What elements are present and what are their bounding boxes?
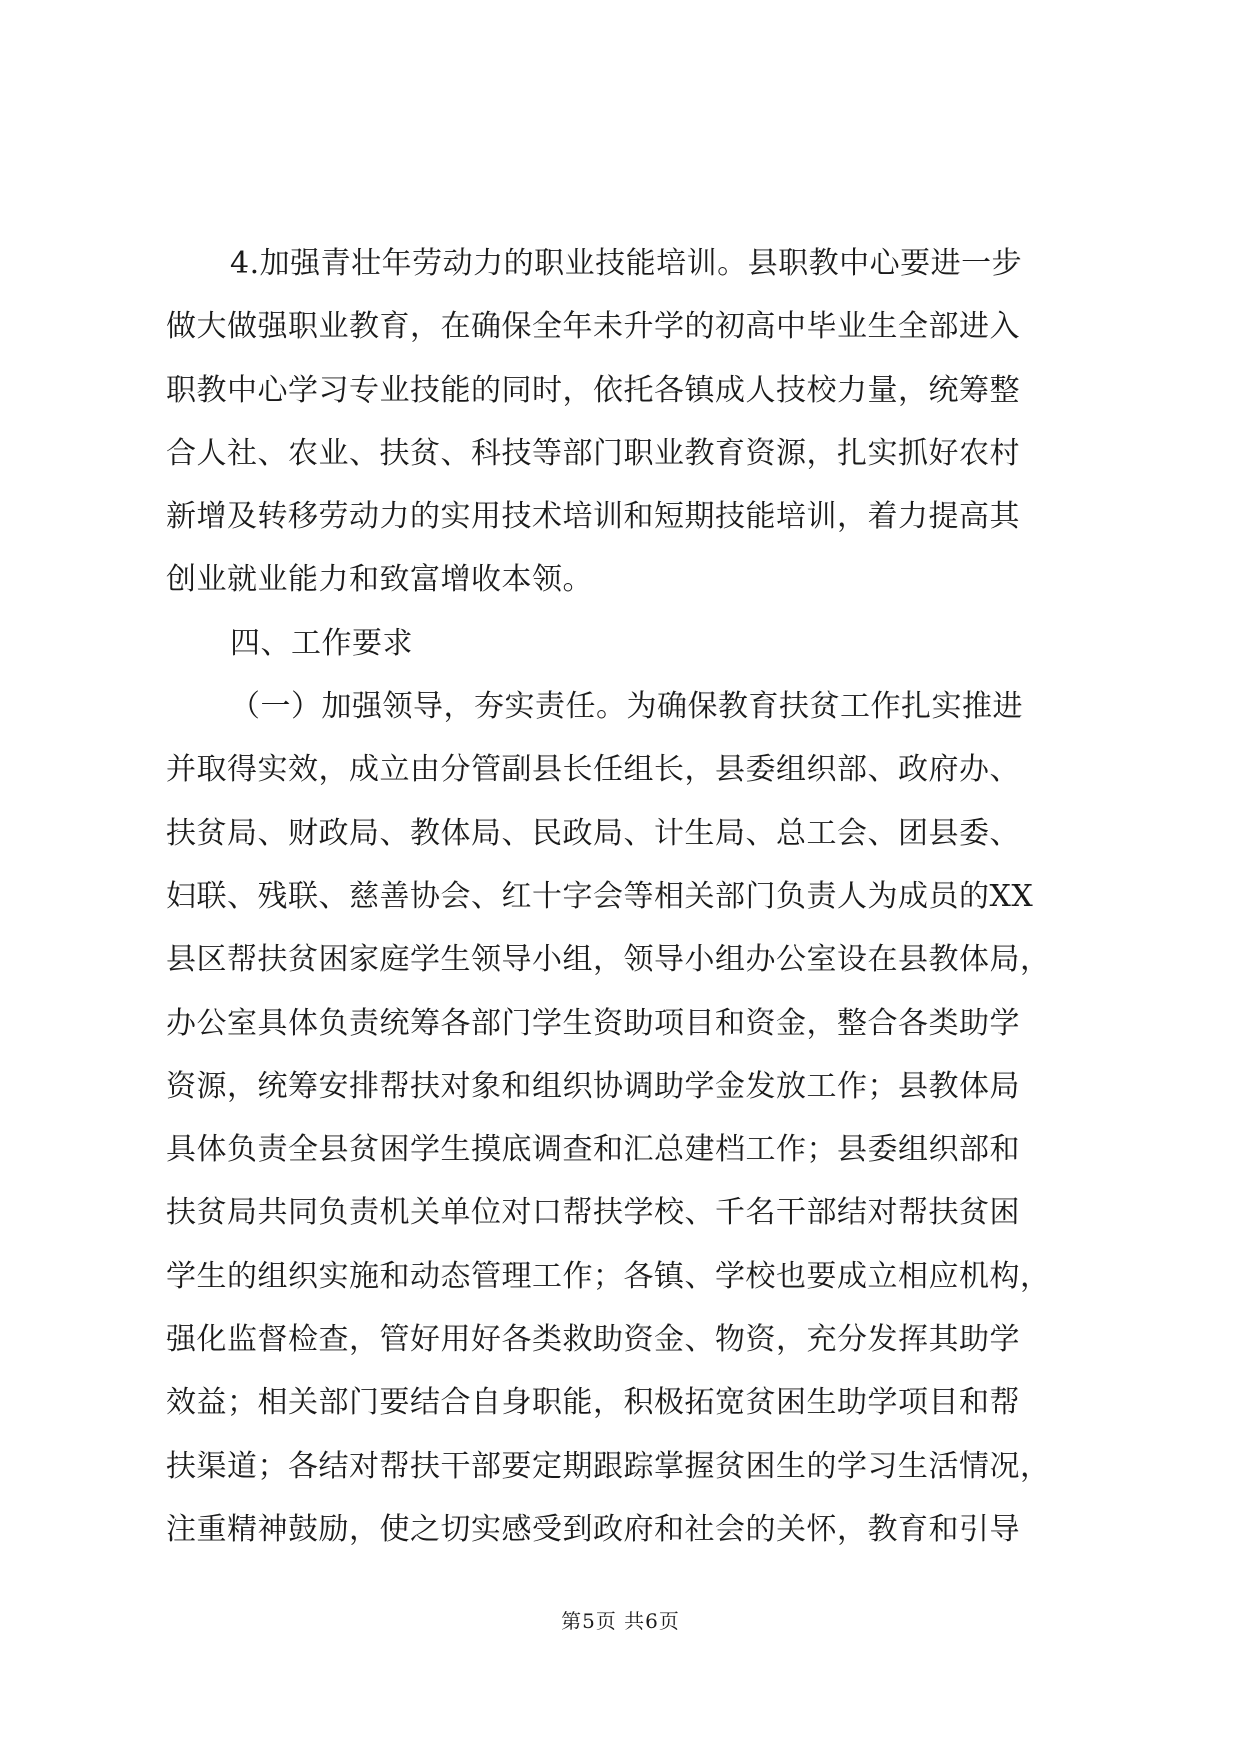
paragraph-line: 新增及转移劳动力的实用技术培训和短期技能培训，着力提高其 [166, 499, 1020, 535]
document-body [166, 232, 1086, 1561]
paragraph-line: 办公室具体负责统筹各部门学生资助项目和资金，整合各类助学 [166, 1005, 1020, 1041]
paragraph-line: 合人社、农业、扶贫、科技等部门职业教育资源，扎实抓好农村 [166, 435, 1020, 471]
paragraph-line: （一）加强领导，夯实责任。为确保教育扶贫工作扎实推进 [230, 689, 1023, 725]
paragraph-line: 4.加强青壮年劳动力的职业技能培训。县职教中心要进一步 [230, 246, 1023, 281]
paragraph-line: 学生的组织实施和动态管理工作；各镇、学校也要成立相应机构， [166, 1258, 1051, 1294]
paragraph-line: 创业就业能力和致富增收本领。 [166, 562, 593, 598]
page-number-footer: 第5页 共6页 [561, 1609, 680, 1633]
paragraph-line: 做大做强职业教育，在确保全年未升学的初高中毕业生全部进入 [166, 309, 1020, 345]
paragraph-line: 扶贫局、财政局、教体局、民政局、计生局、总工会、团县委、 [166, 815, 1020, 851]
paragraph-line: 效益；相关部门要结合自身职能，积极拓宽贫困生助学项目和帮 [166, 1385, 1020, 1421]
paragraph-line: 县区帮扶贫困家庭学生领导小组，领导小组办公室设在县教体局， [166, 942, 1051, 978]
paragraph-line: 注重精神鼓励，使之切实感受到政府和社会的关怀，教育和引导 [166, 1511, 1020, 1547]
paragraph-line: 资源，统筹安排帮扶对象和组织协调助学金发放工作；县教体局 [166, 1068, 1020, 1104]
paragraph-line: 扶贫局共同负责机关单位对口帮扶学校、千名干部结对帮扶贫困 [166, 1195, 1020, 1231]
paragraph-line: 妇联、残联、慈善协会、红十字会等相关部门负责人为成员的XX [166, 878, 1034, 914]
paragraph-line: 具体负责全县贫困学生摸底调查和汇总建档工作；县委组织部和 [166, 1132, 1020, 1168]
paragraph-line: 并取得实效，成立由分管副县长任组长，县委组织部、政府办、 [166, 752, 1020, 788]
section-heading: 四、工作要求 [230, 625, 413, 661]
paragraph-line: 强化监督检查，管好用好各类救助资金、物资，充分发挥其助学 [166, 1322, 1020, 1358]
paragraph-line: 职教中心学习专业技能的同时，依托各镇成人技校力量，统筹整 [166, 372, 1020, 408]
paragraph-line: 扶渠道；各结对帮扶干部要定期跟踪掌握贫困生的学习生活情况， [166, 1448, 1051, 1484]
